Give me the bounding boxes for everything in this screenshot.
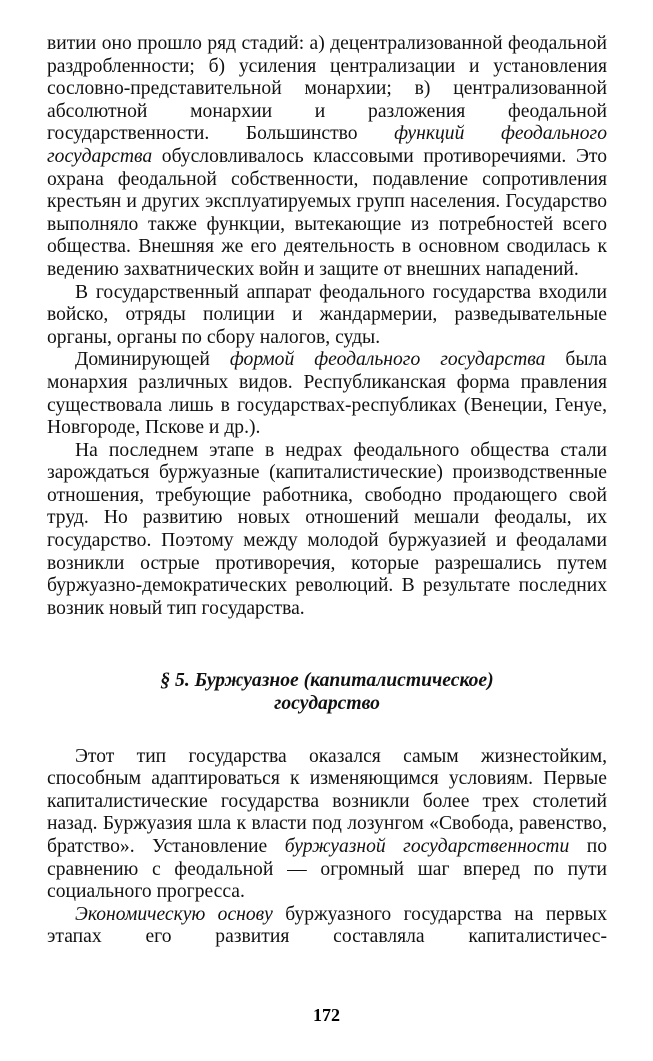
text-run: обусловливалось классовыми противоречиями. Это охрана феодальной собственности, подавление сопротивления крестьян и других эксплуатируемых групп населения. Государство выполняло также функции, вытекающие из потребностей всего общества. Внешняя же его деятельность в основном сводилась к ведению захватнических войн и защите от внешних нападений. bbox=[47, 145, 607, 280]
italic-term: функций феодального государства bbox=[47, 123, 607, 167]
text-run: На последнем этапе в недрах феодального общества стали зарождаться буржуазные (капиталистические) производственные отношения, требующие работника, свободно продающего свой труд. Но развитию новых отношений мешали феодалы, их государство. Поэтому между молодой буржуазией и феодалами возникли острые противоречия, которые разрешались путем буржуазно-демократических революций. В результате последних возник новый тип государства. bbox=[47, 439, 607, 619]
italic-term: буржуазной государственности bbox=[284, 836, 570, 857]
text-run: была монархия различных видов. Республиканская форма правления существовала лишь в государствах-республиках (Венеции, Генуе, Новгороде, Пскове и др.). bbox=[47, 349, 607, 439]
section-heading bbox=[47, 670, 607, 715]
paragraph-p5 bbox=[47, 746, 607, 904]
paragraph-p3 bbox=[47, 349, 607, 439]
italic-term: формой феодального государства bbox=[229, 349, 546, 371]
paragraph-p4 bbox=[47, 440, 607, 621]
text-run: Этот тип государства оказался самым жизнестойким, способным адаптироваться к изменяющимся условиям. Первые капиталистические государства возникли более трех столетий назад. Буржуазия шла к власти под лозунгом «Свобода, равенство, братство». Установление bbox=[47, 745, 607, 857]
body-text-top bbox=[47, 33, 607, 620]
text-run: по сравнению с феодальной — огромный шаг вперед по пути социального прогресса. bbox=[47, 836, 607, 903]
paragraph-p2 bbox=[47, 282, 607, 350]
section-heading-line-1: § 5. Буржуазное (капиталистическое) bbox=[160, 670, 494, 692]
paragraph-p1 bbox=[47, 33, 607, 282]
section-heading-line-2: государство bbox=[274, 693, 380, 715]
text-run: Доминирующей bbox=[75, 349, 230, 371]
body-text-bottom bbox=[47, 746, 607, 949]
book-page bbox=[47, 33, 607, 949]
text-run: буржуазного государства на первых этапах его развития составляла капиталистичес- bbox=[47, 903, 608, 948]
italic-term: Экономическую основу bbox=[75, 903, 273, 925]
paragraph-p6 bbox=[47, 904, 607, 949]
page-number: 172 bbox=[313, 1005, 340, 1025]
text-run: В государственный аппарат феодального государства входили войско, отряды полиции и жандармерии, разведывательные органы, органы по сбору налогов, суды. bbox=[47, 281, 607, 348]
text-run: витии оно прошло ряд стадий: а) децентрализованной феодальной раздробленности; б) усиления централизации и установления сословно-представительной монархии; в) централизованной абсолютной монархии и разложения феодальной государственности. Большинство bbox=[47, 33, 607, 145]
